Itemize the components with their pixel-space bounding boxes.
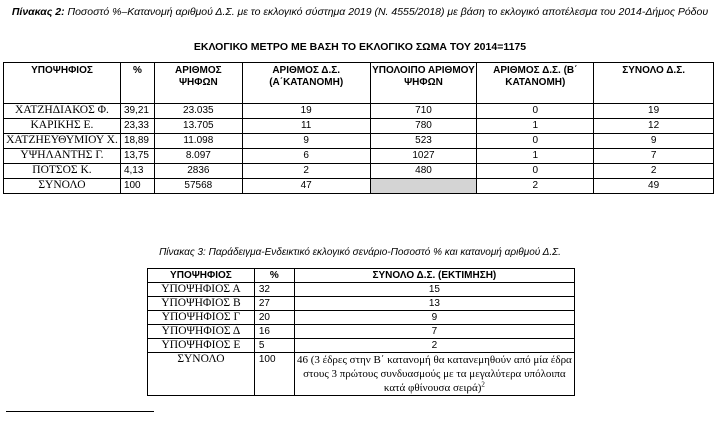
cell-percent: 5	[254, 339, 294, 353]
cell-seats-second: 2	[477, 179, 594, 194]
cell-seats-first: 47	[242, 179, 370, 194]
cell-candidate: ΥΨΗΛΑΝΤΗΣ Γ.	[4, 149, 121, 164]
cell-total-seats: 9	[594, 134, 714, 149]
cell-votes: 23.035	[154, 104, 242, 119]
col-header-candidate: ΥΠΟΨΗΦΙΟΣ	[148, 269, 255, 283]
total-note-text: 46 (3 έδρες στην Β΄ κατανομή θα κατανεμηθούν από μία έδρα στους 3 πρώτους συνδυασμούς με τα μεγαλύτερα υπόλοιπα κατά φθίνουσα σειρά)	[296, 354, 572, 394]
table-total-row	[148, 353, 575, 396]
col-header-total-seats: ΣΥΝΟΛΟ Δ.Σ.	[594, 63, 714, 104]
footnote-marker[interactable]: 2	[481, 380, 485, 389]
cell-remainder: 523	[370, 134, 477, 149]
cell-remainder: 1027	[370, 149, 477, 164]
cell-estimated-seats: 2	[294, 339, 574, 353]
cell-percent: 4,13	[120, 164, 154, 179]
cell-total-seats: 7	[594, 149, 714, 164]
col-header-remainder: ΥΠΟΛΟΙΠΟ ΑΡΙΘΜΟΥ ΨΗΦΩΝ	[370, 63, 477, 104]
scenario-table	[147, 268, 575, 396]
cell-votes: 13.705	[154, 119, 242, 134]
cell-seats-second: 0	[477, 134, 594, 149]
cell-seats-second: 1	[477, 119, 594, 134]
cell-seats-first: 2	[242, 164, 370, 179]
col-header-candidate: ΥΠΟΨΗΦΙΟΣ	[4, 63, 121, 104]
cell-estimated-seats: 13	[294, 297, 574, 311]
cell-total-seats: 12	[594, 119, 714, 134]
cell-total-seats: 49	[594, 179, 714, 194]
cell-seats-second: 0	[477, 164, 594, 179]
cell-remainder-empty	[370, 179, 477, 194]
cell-votes: 57568	[154, 179, 242, 194]
cell-percent: 100	[254, 353, 294, 396]
cell-percent: 13,75	[120, 149, 154, 164]
table-header-row	[148, 269, 575, 283]
cell-total-note	[294, 353, 574, 396]
table2-caption	[0, 6, 720, 18]
cell-percent: 39,21	[120, 104, 154, 119]
table-row	[148, 283, 575, 297]
table-row	[4, 164, 714, 179]
cell-estimated-seats: 15	[294, 283, 574, 297]
cell-candidate: ΥΠΟΨΗΦΙΟΣ Α	[148, 283, 255, 297]
table-row	[4, 104, 714, 119]
cell-candidate: ΣΥΝΟΛΟ	[148, 353, 255, 396]
col-header-votes: ΑΡΙΘΜΟΣ ΨΗΦΩΝ	[154, 63, 242, 104]
cell-candidate: ΚΑΡΙΚΗΣ Ε.	[4, 119, 121, 134]
cell-votes: 11.098	[154, 134, 242, 149]
cell-candidate: ΥΠΟΨΗΦΙΟΣ Ε	[148, 339, 255, 353]
table-row	[4, 149, 714, 164]
electoral-quota-heading: ΕΚΛΟΓΙΚΟ ΜΕΤΡΟ ΜΕ ΒΑΣΗ ΤΟ ΕΚΛΟΓΙΚΟ ΣΩΜΑ ΤΟΥ 2014=1175	[193, 41, 527, 53]
cell-seats-second: 0	[477, 104, 594, 119]
cell-candidate: ΧΑΤΖΗΔΙΑΚΟΣ Φ.	[4, 104, 121, 119]
table-total-row	[4, 179, 714, 194]
cell-percent: 18,89	[120, 134, 154, 149]
table-row	[4, 134, 714, 149]
table3-caption: Πίνακας 3: Παράδειγμα-Ενδεικτικό εκλογικό σενάριο-Ποσοστό % και κατανομή αριθμού Δ.Σ.	[159, 247, 561, 258]
cell-total-seats: 2	[594, 164, 714, 179]
col-header-estimated-seats: ΣΥΝΟΛΟ Δ.Σ. (ΕΚΤΙΜΗΣΗ)	[294, 269, 574, 283]
table-row	[148, 311, 575, 325]
cell-seats-second: 1	[477, 149, 594, 164]
cell-votes: 8.097	[154, 149, 242, 164]
cell-candidate: ΥΠΟΨΗΦΙΟΣ Γ	[148, 311, 255, 325]
cell-candidate: ΣΥΝΟΛΟ	[4, 179, 121, 194]
cell-seats-first: 19	[242, 104, 370, 119]
table2-caption-text: Ποσοστό %–Κατανομή αριθμού Δ.Σ. με το εκλογικό σύστημα 2019 (Ν. 4555/2018) με βάση το εκλογικό αποτέλεσμα του 2014-Δήμος Ρόδου	[64, 6, 709, 18]
col-header-seats-second: ΑΡΙΘΜΟΣ Δ.Σ. (Β΄ ΚΑΤΑΝΟΜΗ)	[477, 63, 594, 104]
col-header-seats-first: ΑΡΙΘΜΟΣ Δ.Σ. (Α΄ΚΑΤΑΝΟΜΗ)	[242, 63, 370, 104]
cell-votes: 2836	[154, 164, 242, 179]
cell-candidate: ΥΠΟΨΗΦΙΟΣ Β	[148, 297, 255, 311]
cell-remainder: 710	[370, 104, 477, 119]
seat-allocation-table	[3, 62, 714, 194]
cell-remainder: 780	[370, 119, 477, 134]
cell-seats-first: 6	[242, 149, 370, 164]
cell-candidate: ΧΑΤΖΗΕΥΘΥΜΙΟΥ Χ.	[4, 134, 121, 149]
cell-percent: 20	[254, 311, 294, 325]
cell-seats-first: 9	[242, 134, 370, 149]
cell-total-seats: 19	[594, 104, 714, 119]
cell-candidate: ΥΠΟΨΗΦΙΟΣ Δ	[148, 325, 255, 339]
col-header-percent: %	[120, 63, 154, 104]
col-header-percent: %	[254, 269, 294, 283]
table2-caption-label: Πίνακας 2:	[11, 6, 65, 18]
cell-seats-first: 11	[242, 119, 370, 134]
table-header-row	[4, 63, 714, 104]
cell-remainder: 480	[370, 164, 477, 179]
cell-percent: 100	[120, 179, 154, 194]
cell-percent: 27	[254, 297, 294, 311]
table-row	[4, 119, 714, 134]
cell-candidate: ΠΟΤΣΟΣ Κ.	[4, 164, 121, 179]
cell-percent: 32	[254, 283, 294, 297]
footnote-separator	[6, 411, 154, 412]
table-row	[148, 325, 575, 339]
table-row	[148, 339, 575, 353]
cell-percent: 23,33	[120, 119, 154, 134]
table-row	[148, 297, 575, 311]
cell-estimated-seats: 7	[294, 325, 574, 339]
cell-percent: 16	[254, 325, 294, 339]
cell-estimated-seats: 9	[294, 311, 574, 325]
